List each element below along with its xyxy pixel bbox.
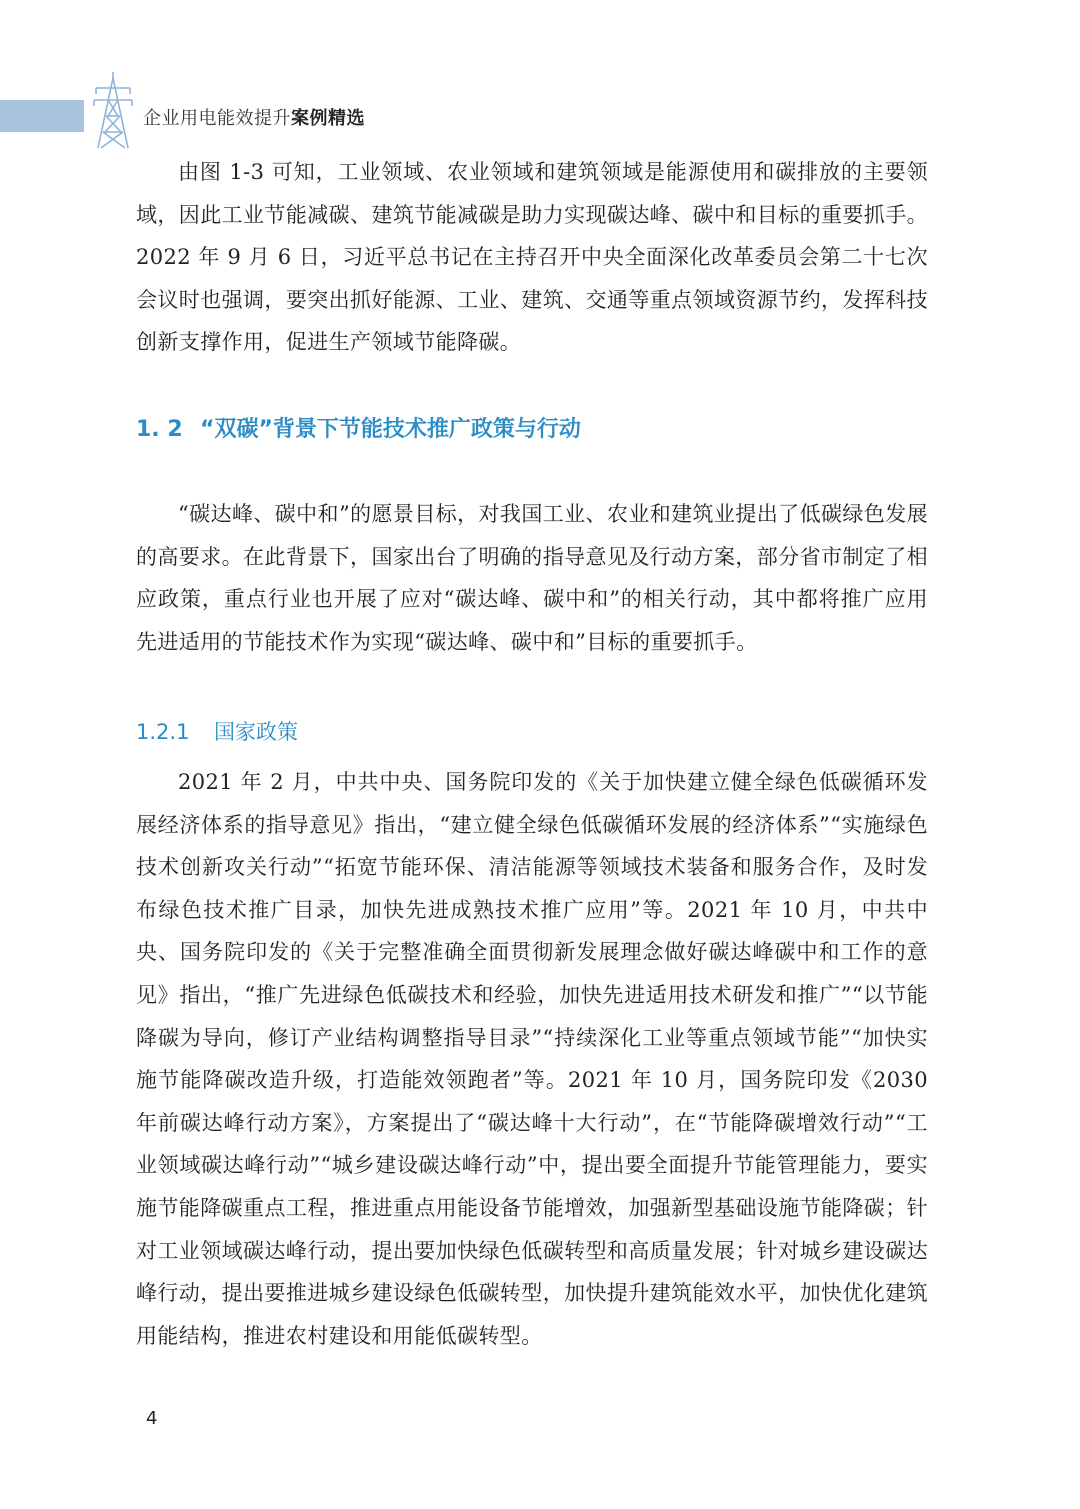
page-number: 4 bbox=[146, 1408, 158, 1429]
paragraph-3: 2021 年 2 月，中共中央、国务院印发的《关于加快建立健全绿色低碳循环发展经济体系的指导意见》指出，“建立健全绿色低碳循环发展的经济体系”“实施绿色技术创新攻关行动”“拓宽节能环保、清洁能源等领域技术装备和服务合作，及时发布绿色技术推广目录，加快先进成熟技术推广应用”等。2021 年 10 月，中共中央、国务院印发的《关于完整准确全面贯彻新发展理念做好碳达峰碳中和工作的意见》指出，“推广先进绿色低碳技术和经验，加快先进适用技术研发和推广”“以节能降碳为导向，修订产业结构调整指导目录”“持续深化工业等重点领域节能”“加快实施节能降碳改造升级，打造能效领跑者”等。2021 年 10 月，国务院印发《2030 年前碳达峰行动方案》，方案提出了“碳达峰十大行动”，在“节能降碳增效行动”“工业领域碳达峰行动”“城乡建设碳达峰行动”中，提出要全面提升节能管理能力，要实施节能降碳重点工程，推进重点用能设备节能增效，加强新型基础设施节能降碳；针对工业领域碳达峰行动，提出要加快绿色低碳转型和高质量发展；针对城乡建设碳达峰行动，提出要推进城乡建设绿色低碳转型，加快提升建筑能效水平，加快优化建筑用能结构，推进农村建设和用能低碳转型。 bbox=[136, 770, 928, 1348]
header-color-bar bbox=[0, 100, 84, 132]
paragraph-1: 由图 1-3 可知，工业领域、农业领域和建筑领域是能源使用和碳排放的主要领域，因此工业节能减碳、建筑节能减碳是助力实现碳达峰、碳中和目标的重要抓手。2022 年 9 月 6 日，习近平总书记在主持召开中央全面深化改革委员会第二十七次会议时也强调，要突出抓好能源、工业、建筑、交通等重点领域资源节约，发挥科技创新支撑作用，促进生产领域节能降碳。 bbox=[136, 160, 928, 355]
intro-paragraph-block bbox=[136, 151, 928, 364]
section-title: “双碳”背景下节能技术推广政策与行动 bbox=[200, 417, 581, 442]
book-title-bold: 案例精选 bbox=[291, 108, 365, 129]
book-title bbox=[143, 104, 365, 130]
section-number: 1. 2 bbox=[136, 417, 183, 442]
subsection-title: 国家政策 bbox=[214, 720, 298, 744]
section-paragraph-block bbox=[136, 493, 928, 663]
policy-paragraph-block bbox=[136, 761, 928, 1357]
power-tower-icon bbox=[90, 70, 136, 150]
book-title-normal: 企业用电能效提升 bbox=[143, 108, 291, 129]
subsection-number: 1.2.1 bbox=[136, 720, 190, 744]
section-heading bbox=[136, 412, 581, 443]
subsection-heading bbox=[136, 716, 298, 746]
paragraph-2: “碳达峰、碳中和”的愿景目标，对我国工业、农业和建筑业提出了低碳绿色发展的高要求。在此背景下，国家出台了明确的指导意见及行动方案，部分省市制定了相应政策，重点行业也开展了应对“碳达峰、碳中和”的相关行动，其中都将推广应用先进适用的节能技术作为实现“碳达峰、碳中和”目标的重要抓手。 bbox=[136, 502, 928, 654]
